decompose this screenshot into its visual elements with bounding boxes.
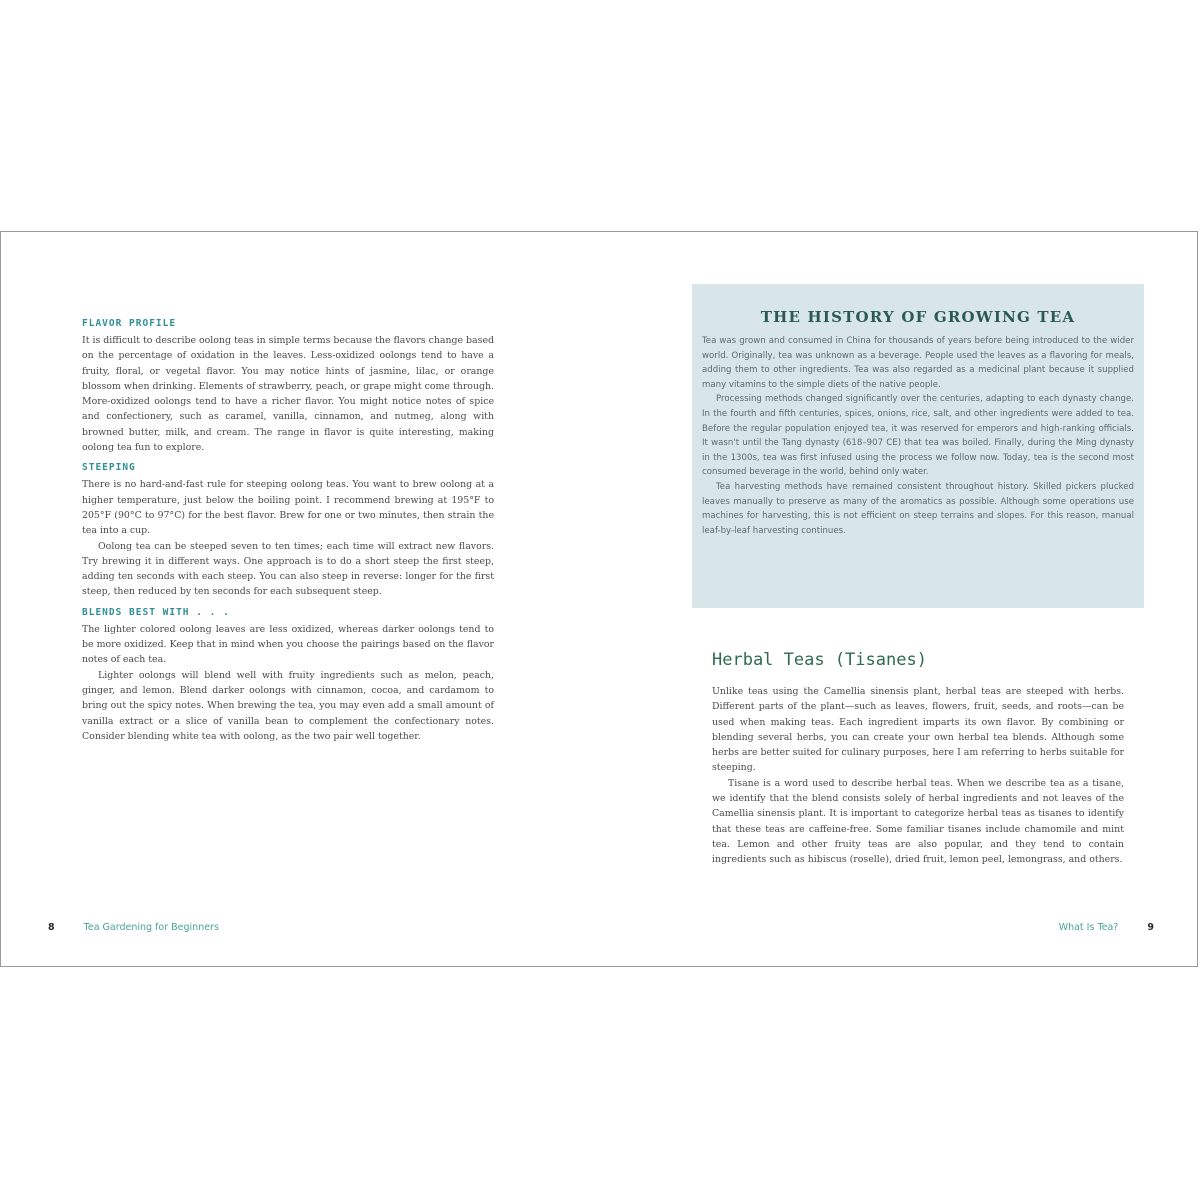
sidebar-paragraph-3: Tea harvesting methods have remained consistent throughout history. Skilled pickers plucked leaves manually to preserve as many of the aromatics as possible. Although some operations use machines for harvesting, this is not efficient on steep terrains and slopes. For this reason, manual leaf-by-leaf harvesting continues. — [702, 481, 1134, 536]
herbal-paragraph-1: Unlike teas using the Camellia sinensis plant, herbal teas are steeped with herbs. Different parts of the plant—such as leaves, flowers, fruit, seeds, and roots—can be used when making teas. Each ingredient imparts its own flavor. By combining or blending several herbs, you can create your own herbal tea blends. Although some herbs are better suited for culinary purposes, here I am referring to herbs suitable for steeping. — [712, 686, 1124, 774]
flavor-profile-section — [82, 317, 494, 455]
blends-paragraph-1: The lighter colored oolong leaves are less oxidized, whereas darker oolongs tend to be more oxidized. Keep that in mind when you choose the pairings based on the flavor notes of each tea. — [82, 623, 494, 666]
left-footer — [48, 922, 219, 933]
right-page-number: 9 — [1147, 922, 1154, 933]
sidebar-paragraph-2: Processing methods changed significantly over the centuries, adapting to each dynasty change. In the fourth and fifth centuries, spices, onions, rice, salt, and other ingredients were added to tea. Before the regular population enjoyed tea, it was reserved for emperors and high-ranking officials. It wasn't until the Tang dynasty (618–907 CE) that tea was boiled. Finally, during the Ming dynasty in the 1300s, tea was first infused using the process we follow now. Today, tea is the second most consumed beverage in the world, behind only water. — [702, 394, 1134, 478]
book-spread — [0, 231, 1198, 967]
herbal-paragraph-2: Tisane is a word used to describe herbal teas. When we describe tea as a tisane, we identify that the blend consists solely of herbal ingredients and not leaves of the Camellia sinensis plant. It is important to categorize herbal teas as tisanes to identify that these teas are caffeine-free. Some familiar tisanes include chamomile and mint tea. Lemon and other fruity teas are also popular, and they tend to contain ingredients such as hibiscus (roselle), dried fruit, lemon peel, lemongrass, and others. — [712, 777, 1124, 866]
blends-heading: BLENDS BEST WITH . . . — [82, 606, 230, 618]
steeping-paragraph-1: There is no hard-and-fast rule for steeping oolong teas. You want to brew oolong at a higher temperature, just below the boiling point. I recommend brewing at 195°F to 205°F (90°C to 97°C) for the best flavor. Brew for one or two minutes, then strain the tea into a cup. — [82, 479, 494, 537]
flavor-profile-heading: FLAVOR PROFILE — [82, 318, 177, 329]
herbal-teas-heading: Herbal Teas (Tisanes) — [712, 650, 927, 670]
left-page-number: 8 — [48, 922, 55, 933]
history-sidebar — [692, 284, 1144, 608]
right-running-title: What Is Tea? — [1058, 922, 1119, 933]
left-page — [82, 315, 494, 750]
blends-section — [82, 606, 494, 744]
steeping-section — [82, 461, 494, 599]
flavor-profile-paragraph: It is difficult to describe oolong teas in simple terms because the flavors change based on the percentage of oxidation in the leaves. Less-oxidized oolongs tend to have a fruity, floral, or vegetal flavor. You may notice hints of jasmine, lilac, or orange blossom when drinking. Elements of strawberry, peach, or grape might come through. More-oxidized oolongs tend to have a richer flavor. You might notice notes of spice and confectionery, such as caramel, vanilla, cinnamon, and nutmeg, along with browned butter, milk, and cream. The range in flavor is quite interesting, making oolong tea fun to explore. — [82, 335, 494, 454]
left-running-title: Tea Gardening for Beginners — [83, 922, 219, 933]
right-footer — [1059, 922, 1154, 933]
sidebar-paragraph-1: Tea was grown and consumed in China for thousands of years before being introduced to the wider world. Originally, tea was unknown as a beverage. People used the leaves as a flavoring for meals, adding them to other ingredients. Tea was also regarded as a medicinal plant because it supplied many vitamins to the simple diets of the native people. — [702, 336, 1134, 390]
herbal-teas-section — [712, 650, 1124, 868]
steeping-heading: STEEPING — [82, 462, 136, 474]
steeping-paragraph-2: Oolong tea can be steeped seven to ten times; each time will extract new flavors. Try brewing it in different ways. One approach is to do a short steep the first steep, adding ten seconds with each steep. You can also steep in reverse: longer for the first steep, then reduced by ten seconds for each subsequent steep. — [82, 540, 494, 598]
sidebar-title: THE HISTORY OF GROWING TEA — [760, 308, 1076, 326]
blends-paragraph-2: Lighter oolongs will blend well with fruity ingredients such as melon, peach, ginger, and lemon. Blend darker oolongs with cinnamon, cocoa, and cardamom to bring out the spicy notes. When brewing the tea, you may even add a small amount of vanilla extract or a slice of vanilla bean to complement the confectionary notes. Consider blending white tea with oolong, as the two pair well together. — [82, 669, 494, 742]
